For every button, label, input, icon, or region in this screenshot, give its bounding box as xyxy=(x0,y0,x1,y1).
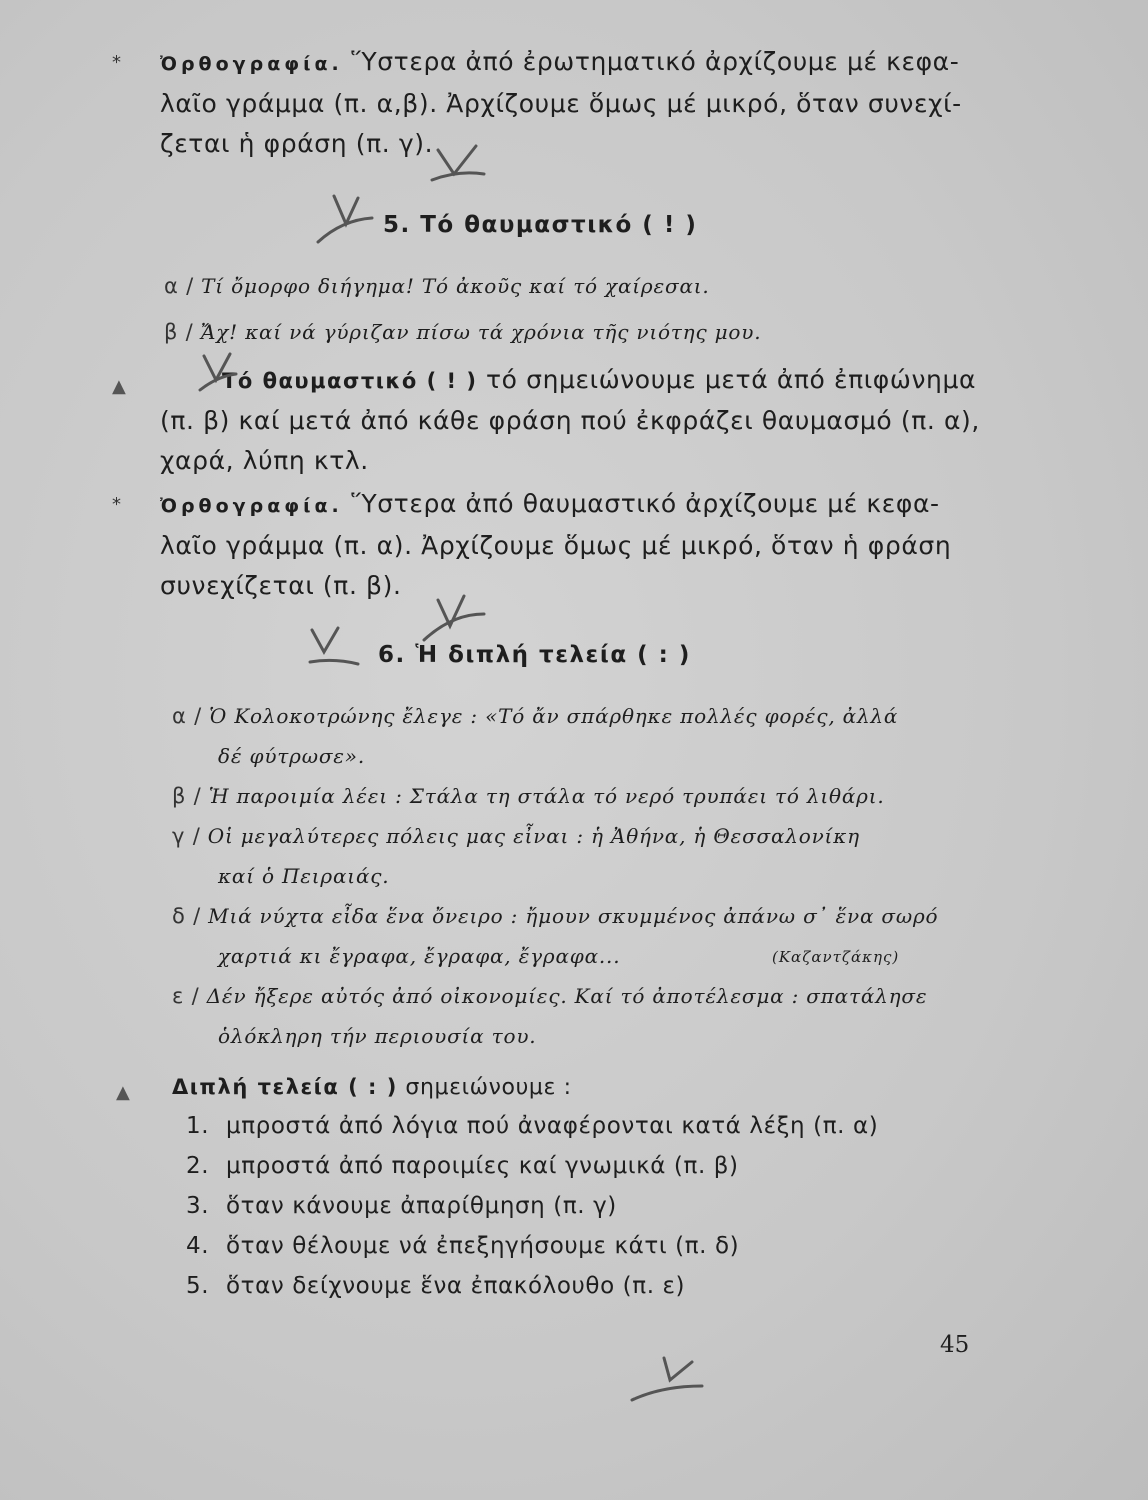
orthography-note-2 xyxy=(160,484,960,606)
orthography-note-1 xyxy=(160,42,960,164)
list-item: 2. μπροστά ἀπό παροιμίες καί γνωμικά (π. β) xyxy=(186,1153,739,1179)
orthography-1-line-1: Ὕστερα ἀπό ἐρωτηματικό ἀρχίζουμε μέ κεφα- xyxy=(351,47,960,76)
example-text: Ἄχ! καί νά γύριζαν πίσω τά χρόνια τῆς νιότης μου. xyxy=(200,320,762,344)
section-5-examples xyxy=(164,266,964,352)
section-5-heading: 5. Τό θαυμαστικό ( ! ) xyxy=(383,212,698,238)
orthography-2-line-3: συνεχίζεται (π. β). xyxy=(160,571,402,600)
example-6d xyxy=(172,896,972,976)
example-6b xyxy=(172,776,972,816)
example-6e xyxy=(172,976,972,1056)
rule-term: Διπλή τελεία ( : ) xyxy=(172,1075,398,1099)
example-label: β / xyxy=(164,320,194,344)
author-attribution: (Καζαντζάκης) xyxy=(772,948,900,966)
example-5a xyxy=(164,266,964,306)
example-5b xyxy=(164,312,964,352)
rule-term: Τό θαυμαστικό ( ! ) xyxy=(222,369,478,393)
rule-5-line-2: (π. β) καί μετά ἀπό κάθε φράση πού ἐκφράζει θαυμασμό (π. α), xyxy=(160,406,980,435)
orthography-label: Ὀρθογραφία. xyxy=(160,53,343,75)
list-item: 5. ὅταν δείχνουμε ἕνα ἐπακόλουθο (π. ε) xyxy=(186,1273,686,1299)
example-6a xyxy=(172,696,972,776)
example-line: ὁλόκληρη τήν περιουσία του. xyxy=(218,1024,537,1048)
asterisk-symbol: * xyxy=(112,494,121,515)
orthography-2-line-1: Ὕστερα ἀπό θαυμαστικό ἀρχίζουμε μέ κεφα- xyxy=(351,489,940,518)
example-label: γ / xyxy=(172,824,201,848)
example-label: δ / xyxy=(172,904,201,928)
section-6-rule-intro xyxy=(172,1066,572,1108)
orthography-label: Ὀρθογραφία. xyxy=(160,495,343,517)
example-label: α / xyxy=(164,274,194,298)
page-number: 45 xyxy=(940,1332,970,1358)
pencil-check-icon xyxy=(418,592,488,652)
example-line: Ἡ παροιμία λέει : Στάλα τη στάλα τό νερό τρυπάει τό λιθάρι. xyxy=(208,784,885,808)
example-line: Ὁ Κολοκοτρώνης ἔλεγε : «Τό ἄν σπάρθηκε πολλές φορές, ἀλλά xyxy=(209,704,899,728)
example-label: α / xyxy=(172,704,202,728)
pencil-check-icon xyxy=(304,622,364,672)
orthography-2-line-2: λαῖο γράμμα (π. α). Ἀρχίζουμε ὅμως μέ μικρό, ὅταν ἡ φράση xyxy=(160,531,952,560)
example-label: β / xyxy=(172,784,202,808)
example-line: δέ φύτρωσε». xyxy=(218,744,366,768)
example-text: Τί ὄμορφο διήγημα! Τό ἀκοῦς καί τό χαίρεσαι. xyxy=(201,274,710,298)
orthography-1-line-3: ζεται ἡ φράση (π. γ). xyxy=(160,129,434,158)
example-line: Οἱ μεγαλύτερες πόλεις μας εἶναι : ἡ Ἀθήνα, ἡ Θεσσαλονίκη xyxy=(207,824,860,848)
pencil-check-icon xyxy=(430,140,490,190)
rule-5-line-3: χαρά, λύπη κτλ. xyxy=(160,446,369,475)
rule-intro: σημειώνουμε : xyxy=(397,1075,572,1100)
list-item: 1. μπροστά ἀπό λόγια πού ἀναφέρονται κατά λέξη (π. α) xyxy=(186,1113,879,1139)
section-6-rule-list xyxy=(186,1106,966,1306)
section-6-heading: 6. Ἡ διπλή τελεία ( : ) xyxy=(378,642,691,668)
pencil-check-icon xyxy=(196,350,246,400)
list-item: 4. ὅταν θέλουμε νά ἐπεξηγήσουμε κάτι (π. δ) xyxy=(186,1233,740,1259)
section-6-examples xyxy=(172,696,972,1056)
rule-5-line-1: τό σημειώνουμε μετά ἀπό ἐπιφώνημα xyxy=(477,365,977,394)
example-line: καί ὁ Πειραιάς. xyxy=(218,864,390,888)
triangle-rule-icon: ▲ xyxy=(116,1082,130,1103)
example-line: Δέν ἤξερε αὐτός ἀπό οἰκονομίες. Καί τό ἀποτέλεσμα : σπατάλησε xyxy=(206,984,928,1008)
example-6c xyxy=(172,816,972,896)
section-5-rule xyxy=(160,360,980,481)
pencil-check-icon xyxy=(312,190,382,250)
example-label: ε / xyxy=(172,984,200,1008)
list-item: 3. ὅταν κάνουμε ἀπαρίθμηση (π. γ) xyxy=(186,1193,617,1219)
orthography-1-line-2: λαῖο γράμμα (π. α,β). Ἀρχίζουμε ὅμως μέ μικρό, ὅταν συνεχί- xyxy=(160,89,962,118)
triangle-rule-icon: ▲ xyxy=(112,376,126,397)
example-line: χαρτιά κι ἔγραφα, ἔγραφα, ἔγραφα... xyxy=(218,944,621,968)
example-line: Μιά νύχτα εἶδα ἕνα ὄνειρο : ἤμουν σκυμμένος ἀπάνω σ᾿ ἕνα σωρό xyxy=(208,904,939,928)
asterisk-symbol: * xyxy=(112,52,121,73)
pencil-check-icon xyxy=(628,1346,708,1406)
